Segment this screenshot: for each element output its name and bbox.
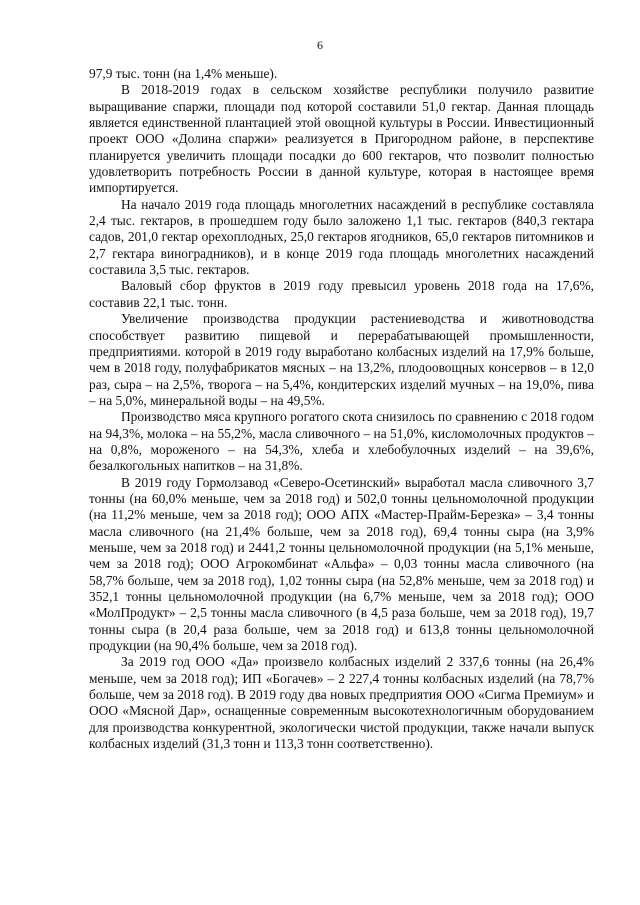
page-number: 6 — [317, 38, 323, 52]
paragraph-5: Увеличение производства продукции растениеводства и животноводства способствует развитию пищевой и перерабатывающей промышленности, предприятиями. которой в 2019 году выработано колбасных изделий на 17,9% больше, чем в 2018 году, полуфабрикатов мясных – на 13,2%, плодоовощных консервов – в 12,0 раз, сыра – на 2,5%, творога – на 5,4%, кондитерских изделий мучных – на 19,0%, пива – на 5,0%, минеральной воды – на 49,5%. — [89, 311, 594, 408]
paragraph-6: Производство мяса крупного рогатого скота снизилось по сравнению с 2018 годом на 94,3%, молока – на 55,2%, масла сливочного – на 51,0%, кисломолочных продуктов – на 0,8%, мороженого – на 54,3%, хлеба и хлебобулочных изделий – на 39,6%, безалкогольных напитков – на 31,8%. — [89, 409, 594, 474]
paragraph-3: На начало 2019 года площадь многолетних насаждений в республике составляла 2,4 тыс. гектаров, в прошедшем году было заложено 1,1 тыс. гектаров (840,3 гектара садов, 201,0 гектар орехоплодных, 25,0 гектаров ягодников, 65,0 гектаров питомников и 2,7 гектара виноградников), и в конце 2019 года площадь многолетних насаждений составила 3,5 тыс. гектаров. — [89, 196, 594, 278]
paragraph-1: 97,9 тыс. тонн (на 1,4% меньше). — [89, 66, 278, 81]
paragraph-7: В 2019 году Гормолзавод «Северо-Осетинский» выработал масла сливочного 3,7 тонны (на 60,0% меньше, чем за 2018 год) и 502,0 тонны цельномолочной продукции (на 11,2% меньше, чем за 2018 год); ООО АПХ «Мастер-Прайм-Березка» – 3,4 тонны масла сливочного (на 21,4% больше, чем за 2018 год), 69,4 тонны сыра (на 3,9% меньше, чем за 2018 год) и 2441,2 тонны цельномолочной продукции (на 5,1% меньше, чем за 2018 год); ООО Агрокомбинат «Альфа» – 0,03 тонны масла сливочного (на 58,7% больше, чем за 2018 год), 1,02 тонны сыра (на 52,8% меньше, чем за 2018 год) и 352,1 тонны цельномолочной продукции (на 6,7% меньше, чем за 2018 год); ООО «МолПродукт» – 2,5 тонны масла сливочного (в 4,5 раза больше, чем за 2018 год), 19,7 тонны сыра (в 20,4 раза больше, чем за 2018 год) и 613,8 тонны цельномолочной продукции (на 90,4% больше, чем за 2018 год). — [89, 474, 594, 654]
paragraph-8: За 2019 год ООО «Да» произвело колбасных изделий 2 337,6 тонны (на 26,4% меньше, чем за 2018 год); ИП «Богачев» – 2 227,4 тонны колбасных изделий (на 78,7% больше, чем за 2018 год). В 2019 году два новых предприятия ООО «Сигма Премиум» и ООО «Мясной Дар», оснащенные современным высокотехнологичным оборудованием для производства конкурентной, экологически чистой продукции, также начали выпуск колбасных изделий (31,3 тонн и 113,3 тонн соответственно). — [89, 654, 594, 752]
paragraph-2: В 2018-2019 годах в сельском хозяйстве республики получило развитие выращивание спаржи, площади под которой составили 51,0 гектар. Данная площадь является единственной плантацией этой овощной культуры в России. Инвестиционный проект ООО «Долина спаржи» реализуется в Пригородном районе, в перспективе планируется увеличить площади посадки до 600 гектаров, что позволит полностью удовлетворить потребность России в данной культуре, которая в настоящее время импортируется. — [89, 82, 594, 196]
paragraph-4: Валовый сбор фруктов в 2019 году превысил уровень 2018 года на 17,6%, составив 22,1 тыс. тонн. — [89, 278, 594, 310]
document-body — [89, 66, 594, 752]
